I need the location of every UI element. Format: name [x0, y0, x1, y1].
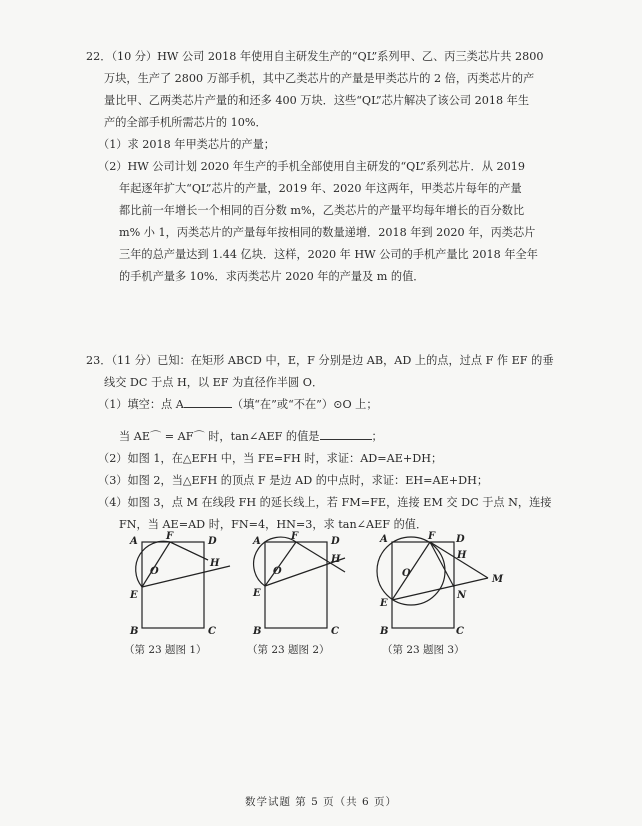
q23-part-1-text: （填“在”或“不在”）⊙O 上；	[231, 398, 378, 411]
figure-1-caption: （第 23 题图 1）	[124, 644, 207, 656]
label-n: N	[457, 590, 467, 601]
q23-part-1b	[86, 426, 586, 448]
label-o: O	[150, 566, 159, 577]
q23-line: FN，当 AE=AD 时，FN=4，HN=3，求 tan∠AEF 的值．	[119, 518, 428, 531]
label-d: D	[208, 536, 217, 547]
q23-part-3: （3）如图 2，当△EFH 的顶点 F 是边 AD 的中点时，求证：EH=AE+DH；	[98, 474, 489, 487]
label-b: B	[380, 626, 389, 637]
segment-line	[170, 542, 208, 560]
figure-2-caption: （第 23 题图 2）	[247, 644, 330, 656]
q22-line: 都比前一年增长一个相同的百分数 m%，乙类芯片的产量平均每年增长的百分数比	[119, 204, 525, 217]
label-a: A	[380, 534, 388, 545]
semicircle-arc	[136, 541, 170, 587]
figure-1	[120, 530, 240, 656]
q22-line: 年起逐年扩大“QL”芯片的产量，2019 年、2020 年这两年，甲类芯片每年的产量	[119, 182, 522, 195]
label-h: H	[331, 554, 341, 565]
question-23	[86, 350, 586, 536]
q22-line: 万块，生产了 2800 万部手机，其中乙类芯片的产量是甲类芯片的 2 倍，丙类芯片的产	[104, 72, 535, 85]
label-d: D	[456, 534, 465, 545]
segment-ef	[392, 542, 430, 600]
q22-line: 22．（10 分）HW 公司 2018 年使用自主研发生产的“QL”系列甲、乙、丙三类芯片共 2800	[86, 50, 544, 63]
q23-part-4: （4）如图 3，点 M 在线段 FH 的延长线上，若 FM=FE，连接 EM 交 DC 于点 N，连接	[98, 496, 552, 509]
label-a: A	[253, 536, 261, 547]
label-c: C	[208, 626, 216, 637]
q23-part-1b-text: ；	[371, 430, 383, 443]
label-e: E	[380, 598, 388, 609]
q23-line: 23．（11 分）已知：在矩形 ABCD 中，E，F 分别是边 AB，AD 上的点，过点 F 作 EF 的垂	[86, 354, 554, 367]
label-f: F	[166, 531, 174, 542]
label-f: F	[428, 531, 436, 542]
q23-part-2: （2）如图 1，在△EFH 中，当 FE=FH 时，求证：AD=AE+DH；	[98, 452, 443, 465]
spacer	[86, 416, 586, 426]
q22-line: 三年的总产量达到 1.44 亿块．这样，2020 年 HW 公司的手机产量比 2018 年全年	[119, 248, 538, 261]
label-c: C	[331, 626, 339, 637]
label-h: H	[457, 550, 467, 561]
figure-3-diagram	[370, 530, 520, 642]
figure-2-diagram	[245, 530, 365, 642]
q23-part-1-text: （1）填空：点 A	[98, 398, 184, 411]
label-o: O	[273, 566, 282, 577]
label-h: H	[210, 558, 220, 569]
q22-part-1: （1）求 2018 年甲类芯片的产量；	[98, 138, 275, 151]
page-footer: 数学试题 第 5 页（共 6 页）	[244, 796, 398, 808]
answer-blank[interactable]	[320, 427, 372, 440]
label-e: E	[253, 588, 261, 599]
q22-line: 的手机产量多 10%．求丙类芯片 2020 年的产量及 m 的值．	[119, 270, 425, 283]
figure-1-diagram	[120, 530, 240, 642]
q23-part-1	[86, 394, 586, 416]
segment-ef	[265, 542, 296, 586]
label-c: C	[456, 626, 464, 637]
question-22	[86, 46, 586, 288]
label-f: F	[291, 531, 299, 542]
label-a: A	[130, 536, 138, 547]
figure-3	[370, 530, 520, 656]
figure-2	[245, 530, 365, 656]
label-e: E	[130, 590, 138, 601]
segment-ef	[142, 542, 170, 587]
label-b: B	[130, 626, 139, 637]
label-o: O	[402, 568, 411, 579]
q22-line: 产的全部手机所需芯片的 10%．	[104, 116, 267, 129]
answer-blank[interactable]	[184, 395, 232, 408]
q23-line: 线交 DC 于点 H，以 EF 为直径作半圆 O．	[104, 376, 324, 389]
q22-line: 量比甲、乙两类芯片产量的和还多 400 万块．这些“QL”芯片解决了该公司 2018 年生	[104, 94, 530, 107]
segment-em	[392, 578, 488, 600]
figures-row	[105, 530, 565, 660]
q22-line: m% 小 1，丙类芯片的产量每年按相同的数量递增．2018 年到 2020 年，丙类芯片	[119, 226, 536, 239]
label-b: B	[253, 626, 262, 637]
label-d: D	[331, 536, 340, 547]
q23-part-1b-text: 当 AE⌒ = AF⌒ 时，tan∠AEF 的值是	[119, 430, 320, 443]
label-m: M	[492, 574, 504, 585]
figure-3-caption: （第 23 题图 3）	[382, 644, 465, 656]
q22-part-2: （2）HW 公司计划 2020 年生产的手机全部使用自主研发的“QL”系列芯片．从 2019	[98, 160, 525, 173]
